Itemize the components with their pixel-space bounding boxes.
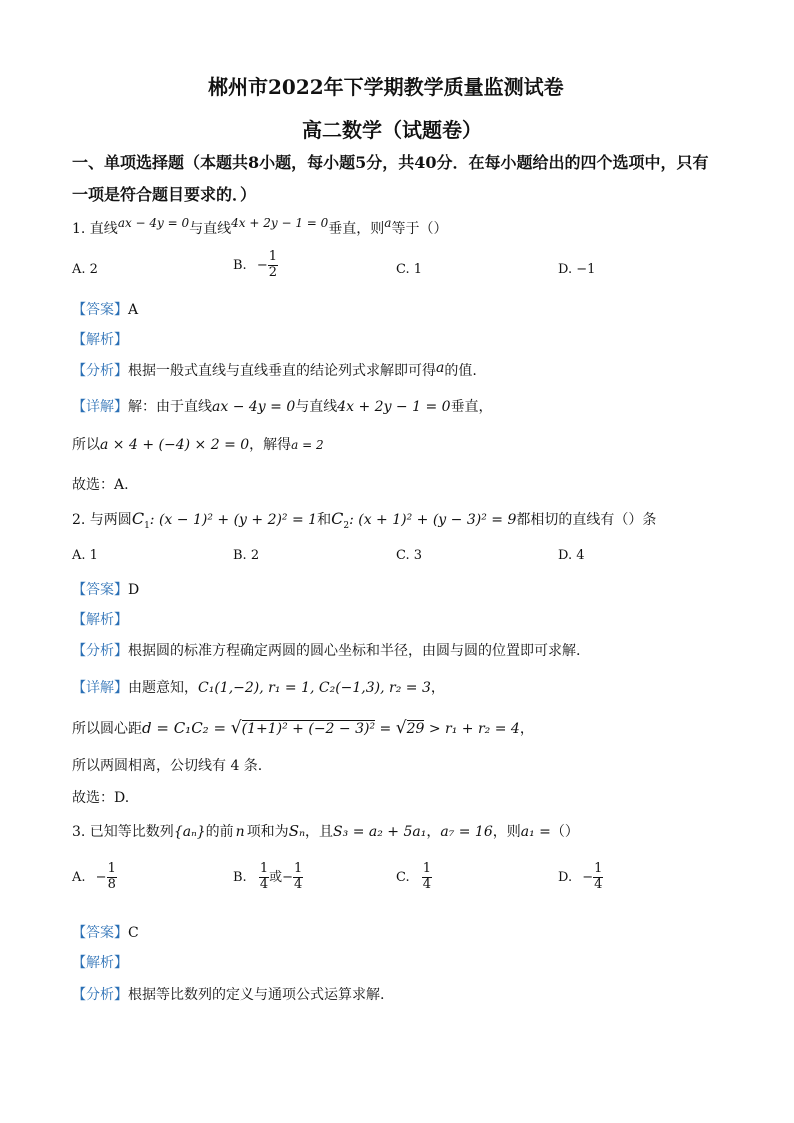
q3-option-d-sign: −: [582, 869, 594, 885]
q3-option-a: [72, 862, 117, 893]
q1-option-b-num: 1: [268, 249, 278, 264]
q2-answer: D: [128, 582, 140, 598]
q3-option-d-fraction: [593, 862, 603, 893]
q3-fenxi-text: 根据等比数列的定义与通项公式运算求解.: [128, 987, 385, 1003]
q2-distance: [72, 718, 534, 738]
q3-cond2: a₇ = 16: [440, 824, 493, 840]
q2-dist-eq3: > r₁ + r₂ = 4: [424, 721, 520, 737]
q2-detail-eq: C₁(1,−2), r₁ = 1, C₂(−1,3), r₂ = 3: [198, 680, 431, 696]
q2-option-c: C. 3: [396, 548, 423, 563]
q1-fenxi-var: a: [436, 360, 445, 376]
q2-detail-a: 由题意知，: [128, 680, 198, 696]
q2-option-a: A. 1: [72, 548, 98, 563]
q3-analysis-tag: 【解析】: [72, 955, 128, 971]
q3-option-b-fraction-2: [293, 862, 303, 893]
q3-option-c: [396, 862, 432, 893]
q3-option-b-or: 或: [269, 869, 283, 885]
q1-number: 1. 直线: [72, 221, 118, 237]
q3-d: ，: [426, 824, 441, 840]
q3-option-c-label: C.: [396, 869, 410, 885]
q3-option-d: [558, 862, 603, 893]
q2-number: 2. 与两圆: [72, 512, 132, 528]
q3-option-c-den: 4: [422, 876, 432, 892]
q2-dist-root: (1+1)² + (−2 − 3)²: [241, 721, 376, 737]
q2-c2-eq: : (x + 1)² + (y − 3)² = 9: [349, 512, 517, 528]
q3-seq: {aₙ}: [173, 824, 206, 840]
q2-detail-end: ，: [430, 680, 445, 696]
fenxi-tag: 【分析】: [72, 643, 128, 659]
q2-c1-letter: C: [131, 509, 145, 528]
xiangjie-tag: 【详解】: [72, 680, 128, 696]
q2-sqrt-1: √: [230, 718, 242, 738]
question-3-stem: [72, 821, 579, 841]
q3-ask: a₁ =: [520, 824, 551, 840]
q1-detail-b: 与直线: [295, 399, 338, 415]
q1-answer-line: [72, 299, 138, 319]
page-title: 郴州市2022年下学期教学质量监测试卷: [208, 75, 564, 99]
answer-tag: 【答案】: [72, 302, 128, 318]
q2-dist-a: 所以圆心距: [72, 721, 142, 737]
q2-c2-letter: C: [331, 509, 344, 528]
q2-relation: 所以两圆相离，公切线有 4 条.: [72, 758, 263, 774]
section-heading-cont: 一项是符合题目要求的．）: [72, 185, 257, 204]
q1-so-b: ，解得: [249, 437, 292, 453]
q3-fenxi: [72, 984, 384, 1004]
q2-c1-eq: : (x − 1)² + (y + 2)² = 1: [149, 512, 318, 528]
q2-dist-root2: 29: [406, 721, 425, 737]
q3-option-b-num1: 1: [259, 861, 269, 876]
q1-option-b: [233, 250, 278, 281]
answer-tag: 【答案】: [72, 582, 128, 598]
xiangjie-tag: 【详解】: [72, 399, 128, 415]
q2-dist-eq1: d = C₁C₂ =: [142, 719, 231, 737]
q1-choose: 故选：A.: [72, 477, 129, 493]
q1-option-a: A. 2: [72, 262, 98, 277]
q1-detail-eq1: ax − 4y = 0: [212, 399, 296, 415]
fenxi-tag: 【分析】: [72, 363, 128, 379]
q3-cond1: S₃ = a₂ + 5a₁: [333, 824, 427, 840]
q1-detail-a: 解：由于直线: [128, 399, 212, 415]
answer-tag: 【答案】: [72, 925, 128, 941]
q3-option-b-den2: 4: [294, 876, 303, 892]
q1-line1-eq: ax − 4y = 0: [117, 216, 190, 230]
q3-option-d-label: D.: [558, 869, 573, 885]
q1-option-b-den: 2: [268, 264, 278, 280]
question-2-stem: [72, 509, 656, 531]
q2-fenxi-text: 根据圆的标准方程确定两圆的圆心坐标和半径，由圆与圆的位置即可求解.: [128, 643, 581, 659]
q2-answer-line: [72, 579, 139, 599]
q1-detail-eq2: 4x + 2y − 1 = 0: [337, 399, 451, 415]
q2-dist-end: ，: [519, 721, 534, 737]
q2-c2: $C_2$: [331, 509, 350, 532]
q3-f: （）: [550, 824, 579, 840]
q1-mid: 与直线: [189, 221, 232, 237]
q1-fenxi-end: 的值.: [444, 363, 477, 379]
q3-option-c-num: 1: [422, 861, 432, 876]
q3-option-b-sign: −: [282, 869, 294, 885]
q2-option-b: B. 2: [233, 548, 260, 563]
q3-answer: C: [128, 925, 139, 941]
q1-option-d: D. −1: [558, 262, 596, 277]
q3-option-d-num: 1: [594, 861, 603, 876]
q1-fenxi-text: 根据一般式直线与直线垂直的结论列式求解即可得: [128, 363, 436, 379]
q1-end: 等于（）: [391, 221, 448, 237]
q3-option-d-den: 4: [594, 876, 603, 892]
q2-fenxi: [72, 640, 580, 660]
q2-dist-eq2: =: [375, 721, 396, 737]
q3-option-b: [233, 862, 303, 893]
q1-solve: [72, 434, 324, 454]
q3-option-a-den: 8: [107, 876, 116, 892]
q3-number: 3. 已知等比数列: [72, 824, 174, 840]
q3-option-b-num2: 1: [294, 861, 303, 876]
q1-var: a: [384, 216, 392, 230]
q3-option-b-den1: 4: [259, 876, 269, 892]
q1-line2-eq: 4x + 2y − 1 = 0: [231, 216, 329, 230]
q3-c: ，且: [305, 824, 334, 840]
q3-option-b-fraction-1: [259, 862, 269, 893]
q2-detail: [72, 677, 445, 697]
q2-sqrt-2: √: [395, 718, 407, 738]
q1-option-b-label: B.: [233, 257, 247, 273]
q2-tail: 都相切的直线有（）条: [516, 512, 657, 528]
q3-answer-line: [72, 922, 139, 942]
q3-a: 的前: [205, 824, 234, 840]
q1-fenxi: [72, 360, 477, 380]
q2-choose: 故选：D.: [72, 790, 130, 806]
q1-answer: A: [128, 302, 139, 318]
q1-so-res: a = 2: [291, 438, 324, 452]
q2-option-d: D. 4: [558, 548, 585, 563]
q3-option-a-sign: −: [95, 869, 107, 885]
q2-and: 和: [317, 512, 332, 528]
q1-option-b-fraction: [268, 250, 278, 281]
q1-option-c: C. 1: [396, 262, 423, 277]
q3-option-c-fraction: [422, 862, 432, 893]
q1-so-eq: a × 4 + (−4) × 2 = 0: [100, 437, 250, 453]
q1-tail: 垂直，则: [328, 221, 385, 237]
q3-sn: Sₙ: [288, 822, 306, 840]
section-heading: 一、单项选择题（本题共8小题，每小题5分，共40分．在每小题给出的四个选项中，只有: [72, 153, 709, 172]
q1-so-a: 所以: [72, 437, 100, 453]
q3-b: 项和为: [246, 824, 289, 840]
question-1-stem: [72, 218, 447, 238]
q3-n: n: [235, 824, 245, 840]
q1-detail-c: 垂直，: [450, 399, 493, 415]
q1-detail: [72, 396, 493, 416]
q2-analysis-tag: 【解析】: [72, 612, 128, 628]
fenxi-tag: 【分析】: [72, 987, 128, 1003]
q2-c1: $C_1$: [131, 509, 150, 532]
q3-option-a-fraction: [107, 862, 117, 893]
page-subtitle: 高二数学（试题卷）: [302, 118, 482, 142]
q3-option-b-label: B.: [233, 869, 247, 885]
q3-option-a-num: 1: [107, 861, 116, 876]
q1-option-b-sign: −: [256, 257, 268, 273]
q3-option-a-label: A.: [72, 869, 86, 885]
q1-analysis-tag: 【解析】: [72, 332, 128, 348]
q3-e: ，则: [492, 824, 521, 840]
